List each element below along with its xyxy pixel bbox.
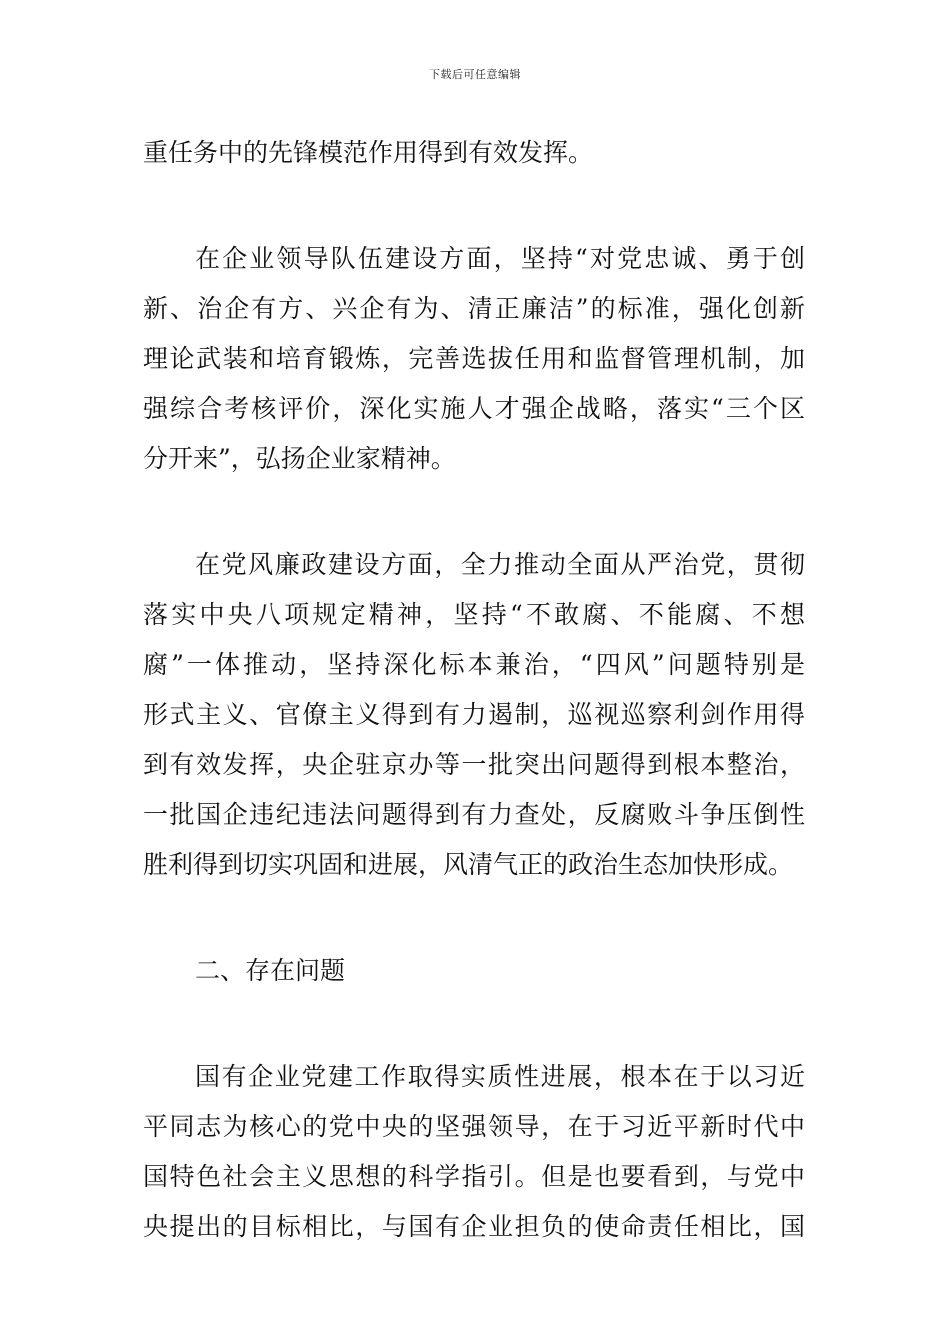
section-heading <box>143 946 805 996</box>
page-header: 下载后可任意编辑 <box>429 68 521 81</box>
paragraph-integrity <box>143 540 805 890</box>
text-line: 落实中央八项规定精神，坚持“不敢腐、不能腐、不想 <box>143 600 805 629</box>
text-line: 强综合考核评价，深化实施人才强企战略，落实“三个区 <box>143 394 805 423</box>
text-line: 重任务中的先锋模范作用得到有效发挥。 <box>143 138 594 167</box>
paragraph-leadership <box>143 234 805 484</box>
text-line: 在企业领导队伍建设方面，坚持“对党忠诚、勇于创 <box>195 244 805 273</box>
text-line: 理论武装和培育锻炼，完善选拔任用和监督管理机制，加 <box>143 344 805 373</box>
document-body <box>143 128 805 1252</box>
text-line: 胜利得到切实巩固和进展，风清气正的政治生态加快形成。 <box>143 850 794 879</box>
text-line: 在党风廉政建设方面，全力推动全面从严治党，贯彻 <box>195 550 805 579</box>
text-line: 一批国企违纪违法问题得到有力查处，反腐败斗争压倒性 <box>143 800 805 829</box>
text-line: 到有效发挥，央企驻京办等一批突出问题得到根本整治， <box>143 750 805 779</box>
heading-text: 二、存在问题 <box>195 956 346 985</box>
paragraph-problems <box>143 1052 805 1252</box>
text-line: 央提出的目标相比，与国有企业担负的使命责任相比，国 <box>143 1212 805 1241</box>
text-line: 腐”一体推动，坚持深化标本兼治，“四风”问题特别是 <box>143 650 805 679</box>
text-line: 国特色社会主义思想的科学指引。但是也要看到，与党中 <box>143 1162 805 1191</box>
text-line: 新、治企有方、兴企有为、清正廉洁”的标准，强化创新 <box>143 294 805 323</box>
text-line: 分开来”，弘扬企业家精神。 <box>143 444 456 473</box>
text-line: 国有企业党建工作取得实质性进展，根本在于以习近 <box>195 1062 805 1091</box>
text-line: 平同志为核心的党中央的坚强领导，在于习近平新时代中 <box>143 1112 805 1141</box>
paragraph-continuation <box>143 128 805 178</box>
text-line: 形式主义、官僚主义得到有力遏制，巡视巡察利剑作用得 <box>143 700 805 729</box>
